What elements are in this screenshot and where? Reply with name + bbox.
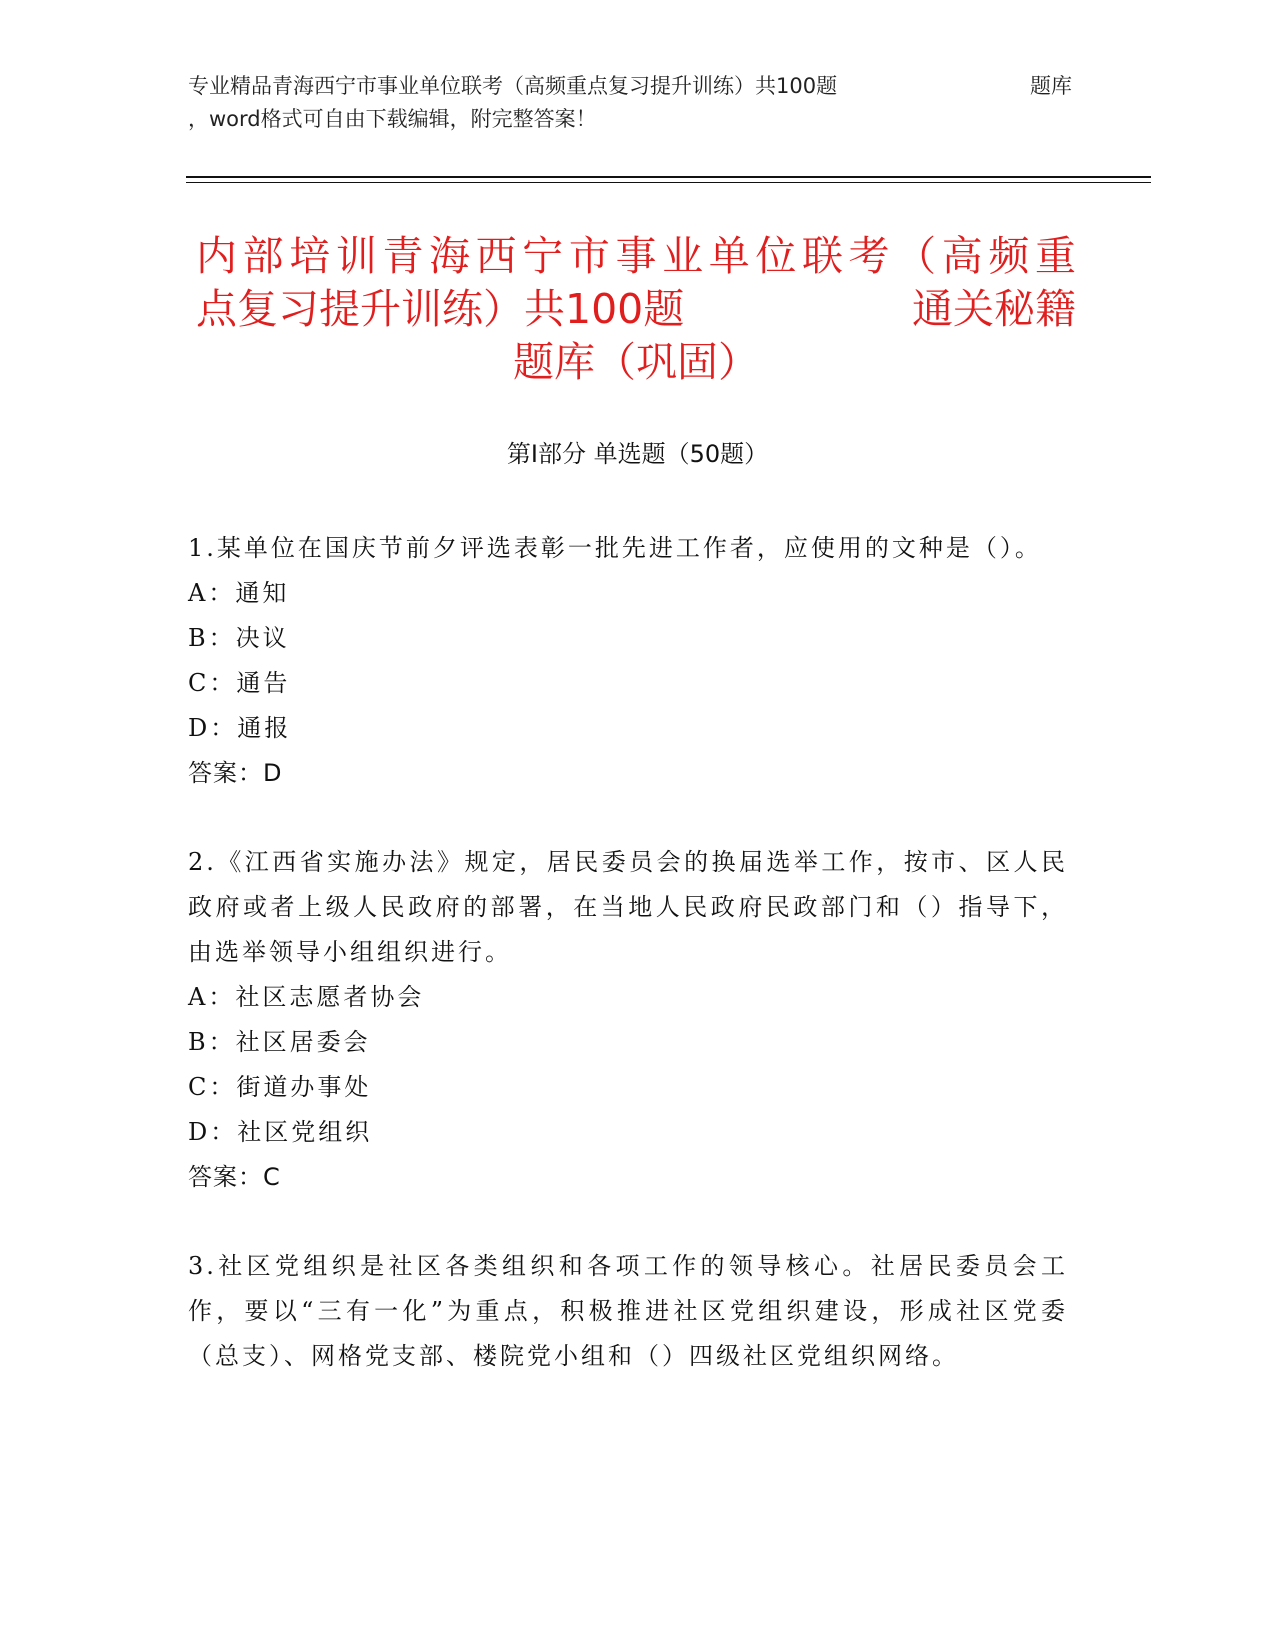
option-c: C：街道办事处 (188, 1073, 372, 1101)
question-list (188, 526, 1068, 1423)
option-d: D：通报 (188, 714, 292, 742)
title-line-2-right: 通关秘籍 (912, 285, 1076, 333)
header-line-1 (188, 70, 1088, 103)
section-heading: 第Ⅰ部分 单选题（50题） (506, 440, 769, 468)
question-2 (188, 840, 1068, 1200)
page-header (188, 70, 1088, 136)
header-right-text: 题库 (1030, 74, 1072, 98)
title-line-3: 题库（巩固） (513, 338, 759, 386)
document-title (196, 230, 1076, 389)
answer: 答案：D (188, 759, 283, 787)
header-text: 专业精品青海西宁市事业单位联考（高频重点复习提升训练）共100题 (188, 74, 838, 98)
option-c: C：通告 (188, 669, 291, 697)
question-stem: 3.社区党组织是社区各类组织和各项工作的领导核心。社居民委员会工作，要以“三有一化”为重点，积极推进社区党组织建设，形成社区党委（总支）、网格党支部、楼院党小组和（）四级社区党组织网络。 (188, 1252, 1068, 1370)
question-stem: 2.《江西省实施办法》规定，居民委员会的换届选举工作，按市、区人民政府或者上级人民政府的部署，在当地人民政府民政部门和（）指导下，由选举领导小组组织进行。 (188, 848, 1068, 966)
header-divider-thick (186, 176, 1151, 178)
header-divider-thin (186, 182, 1151, 183)
header-line-2: ，word格式可自由下载编辑，附完整答案！ (188, 107, 597, 131)
answer: 答案：C (188, 1163, 281, 1191)
title-line-2-left: 点复习提升训练）共100题 (196, 285, 685, 333)
option-b: B：决议 (188, 624, 290, 652)
option-a: A：社区志愿者协会 (188, 983, 425, 1011)
option-d: D：社区党组织 (188, 1118, 373, 1146)
title-line-2 (196, 283, 1076, 336)
option-b: B：社区居委会 (188, 1028, 371, 1056)
option-a: A：通知 (188, 579, 290, 607)
question-3 (188, 1244, 1068, 1379)
title-line-1: 内部培训青海西宁市事业单位联考（高频重 (196, 232, 1076, 280)
question-stem: 1.某单位在国庆节前夕评选表彰一批先进工作者，应使用的文种是（）。 (188, 534, 1042, 562)
question-1 (188, 526, 1068, 796)
